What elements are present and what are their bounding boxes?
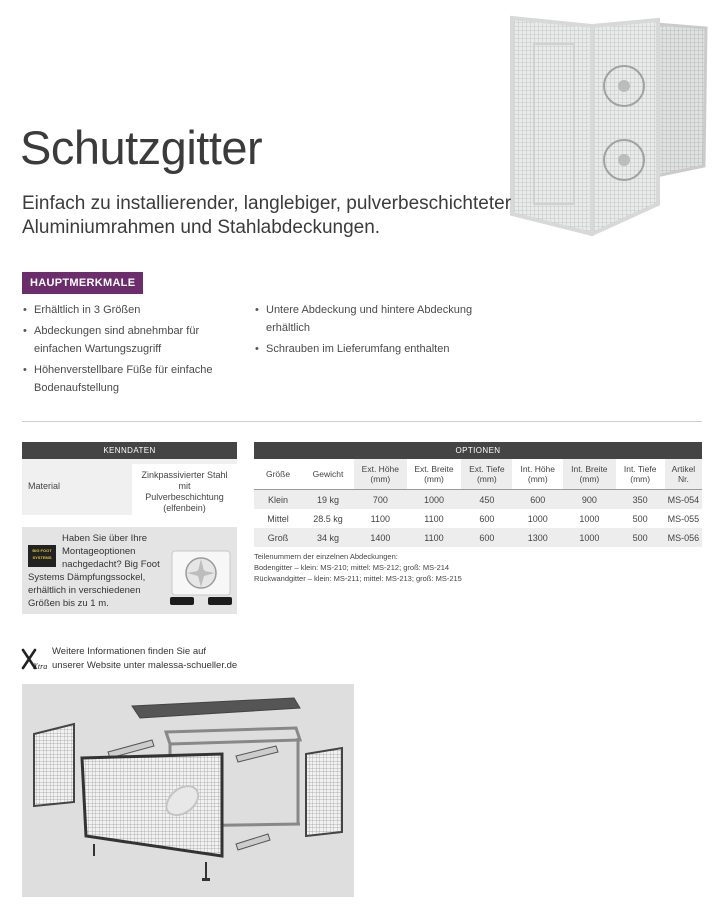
xtra-line: Weitere Informationen finden Sie auf xyxy=(52,646,207,657)
column-header: Gewicht xyxy=(302,459,354,490)
table-cell: 350 xyxy=(616,490,665,510)
table-cell: 1000 xyxy=(563,528,616,547)
svg-text:Xtra: Xtra xyxy=(33,662,47,670)
xtra-info xyxy=(52,645,252,673)
feature-item: • Abdeckungen sind abnehmbar für einfachen Wartungszugriff xyxy=(22,322,232,358)
xtra-logo-icon xyxy=(21,648,47,670)
table-cell: 34 kg xyxy=(302,528,354,547)
exploded-assembly-diagram xyxy=(22,684,354,897)
table-cell: 1000 xyxy=(527,513,548,524)
note-line: Rückwandgitter – klein: MS-211; mittel: MS-213; groß: MS-215 xyxy=(254,574,462,583)
bigfoot-line: nachgedacht? Big Foot xyxy=(62,559,160,570)
feature-item: • Schrauben im Lieferumfang enthalten xyxy=(254,340,484,358)
table-cell: 600 xyxy=(479,513,495,524)
optionen-table xyxy=(254,459,702,547)
table-cell: 1300 xyxy=(512,528,563,547)
bigfoot-promo xyxy=(22,527,237,614)
table-cell: MS-054 xyxy=(665,490,702,510)
table-cell: 1100 xyxy=(370,513,391,524)
table-cell: 1100 xyxy=(424,513,444,524)
table-cell: MS-055 xyxy=(667,513,700,524)
features-heading: HAUPTMERKMALE xyxy=(22,272,143,294)
bigfoot-text xyxy=(28,532,168,610)
feature-item: • Untere Abdeckung und hintere Abdeckung erhältlich xyxy=(254,301,484,337)
table-row xyxy=(254,490,702,510)
table-cell: 500 xyxy=(632,513,648,524)
column-header: Int. Höhe (mm) xyxy=(512,459,563,490)
optionen-heading: OPTIONEN xyxy=(254,442,702,459)
table-cell: 450 xyxy=(461,490,512,510)
table-cell: 1000 xyxy=(407,490,462,510)
table-cell: 28.5 kg xyxy=(313,513,343,524)
feature-item: • Erhältlich in 3 Größen xyxy=(22,301,232,319)
kenndaten-value xyxy=(132,464,237,515)
column-header: Ext. Tiefe (mm) xyxy=(461,459,512,490)
note-line: Teilenummern der einzelnen Abdeckungen: xyxy=(254,552,398,561)
table-cell: 1100 xyxy=(407,528,462,547)
table-cell: 500 xyxy=(616,528,665,547)
feature-item: • Höhenverstellbare Füße für einfache Bodenaufstellung xyxy=(22,361,232,397)
column-header: Größe xyxy=(254,459,302,490)
note-line: Bodengitter – klein: MS-210; mittel: MS-212; groß: MS-214 xyxy=(254,563,450,572)
table-cell: Mittel xyxy=(267,513,289,524)
table-header-row xyxy=(254,459,702,490)
xtra-line: unserer Website unter malessa-schueller.de xyxy=(52,660,238,671)
page-subtitle: Einfach zu installierender, langlebiger, pulverbeschichteter Aluminiumrahmen und Stahlabdeckungen. xyxy=(22,193,512,238)
page-title: Schutzgitter xyxy=(20,121,263,174)
column-header: Int. Tiefe (mm) xyxy=(616,459,665,490)
table-row xyxy=(254,528,702,547)
kenndaten-heading: KENNDATEN xyxy=(22,442,237,459)
table-cell: 600 xyxy=(512,490,563,510)
bigfoot-logo: BIG FOOT SYSTEMS xyxy=(28,545,56,567)
bigfoot-line: Größen bis zu 1 m. xyxy=(28,598,109,609)
table-cell: 1000 xyxy=(579,513,600,524)
product-photo xyxy=(506,14,714,236)
kenndaten-row xyxy=(22,459,237,515)
column-header: Ext. Höhe (mm) xyxy=(354,459,407,490)
bigfoot-line: Montageoptionen xyxy=(62,546,136,557)
column-header: Int. Breite (mm) xyxy=(563,459,616,490)
column-header: Ext. Breite (mm) xyxy=(407,459,462,490)
bigfoot-unit-photo xyxy=(168,545,234,611)
table-cell: 600 xyxy=(461,528,512,547)
features-list-right xyxy=(254,301,484,361)
table-cell: 1400 xyxy=(354,528,407,547)
bigfoot-line: erhältlich in verschiedenen xyxy=(28,585,141,596)
column-header: Artikel Nr. xyxy=(665,459,702,490)
table-cell: 900 xyxy=(563,490,616,510)
table-cell: MS-056 xyxy=(665,528,702,547)
bigfoot-line: Systems Dämpfungssockel, xyxy=(28,572,146,583)
section-divider xyxy=(22,421,702,422)
features-list-left xyxy=(22,301,232,400)
optionen-notes xyxy=(254,551,714,584)
table-cell: 19 kg xyxy=(302,490,354,510)
table-cell: Klein xyxy=(254,490,302,510)
kenndaten-value-text: Zinkpassivierter Stahl mit Pulverbeschichtung (elfenbein) xyxy=(141,470,228,513)
table-row xyxy=(254,509,702,528)
kenndaten-label: Material xyxy=(28,481,61,491)
bigfoot-line: Haben Sie über Ihre xyxy=(62,533,148,544)
table-cell: Groß xyxy=(254,528,302,547)
table-cell: 700 xyxy=(354,490,407,510)
